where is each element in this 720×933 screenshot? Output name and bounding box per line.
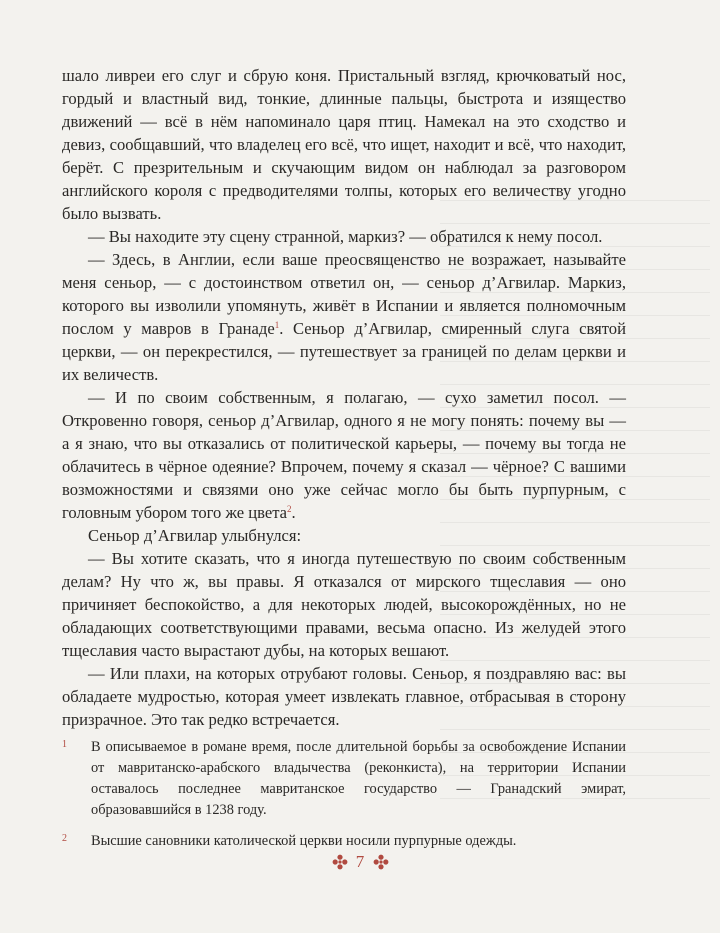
- fleuron-right-icon: [373, 854, 389, 870]
- paragraph: — Вы находите эту сцену странной, маркиз? — обратился к нему посол.: [88, 227, 603, 246]
- footnote: [62, 831, 626, 852]
- paragraph: — Или плахи, на которых отрубают головы. Сеньор, я поздравляю вас: вы обладаете мудростью, которая умеет извлекать главное, отбрасывая в сторону призрачное. Это так редко встречается.: [62, 664, 626, 729]
- footnote-number: 2: [62, 833, 67, 844]
- footnote-number: 1: [62, 739, 67, 750]
- paragraph: Сеньор д’Агвилар улыбнулся:: [88, 526, 302, 545]
- footnote-reference[interactable]: 1: [274, 320, 280, 330]
- footnotes: [62, 737, 626, 862]
- page-number-block: [0, 852, 720, 872]
- fleuron-left-icon: [332, 854, 348, 870]
- footnote-text: Высшие сановники католической церкви носили пурпурные одежды.: [91, 833, 517, 849]
- paragraph: — Здесь, в Англии, если ваше преосвященство не возражает, называйте меня сеньор, — с достоинством ответил он, — сеньор д’Агвилар. Маркиз, которого вы изволили упомянуть, живёт в Испании и является полномочным послом у мавров в Гранаде$^1$. Сеньор д’Агвилар, смиренный слуга святой церкви, — он перекрестился, — путешествует за границей по делам церкви и их величеств.: [62, 250, 626, 384]
- page-number: 7: [355, 852, 365, 871]
- footnote-text: В описываемое в романе время, после длительной борьбы за освобождение Испании от мавританско-арабского владычества (реконкиста), на территории Испании оставалось последнее мавританское государство — Гранадский эмират, образовавшийся в 1238 году.: [91, 739, 626, 818]
- paragraph: — Вы хотите сказать, что я иногда путешествую по своим собственным делам? Ну что ж, вы правы. Я отказался от мирского тщеславия — оно причиняет беспокойство, а для некоторых людей, высокорождённых, но не обладающих соответствующими правами, весьма опасно. Из желудей этого тщеславия часто вырастают дубы, на которых вешают.: [62, 549, 626, 660]
- paragraph: шало ливреи его слуг и сбрую коня. Пристальный взгляд, крючковатый нос, гордый и властный вид, тонкие, длинные пальцы, быстрота и изящество движений — всё в нём напоминало царя птиц. Намекал на это сходство и девиз, сообщавший, что владелец его всё, что ищет, находит и всё, что находит, берёт. С презрительным и скучающим видом он наблюдал за разговором английского короля с предводителями толпы, которых его величеству угодно было вызвать.: [62, 66, 626, 223]
- paragraph: — И по своим собственным, я полагаю, — сухо заметил посол. — Откровенно говоря, сеньор д’Агвилар, одного я не могу понять: почему вы — а я знаю, что вы отказались от политической карьеры, — почему вы тогда не облачитесь в чёрное одеяние? Впрочем, почему я сказал — чёрное? С вашими возможностями и связями оно уже сейчас могло бы быть пурпурным, с головным убором того же цвета$^2$.: [62, 388, 626, 522]
- footnote-reference[interactable]: 2: [287, 504, 292, 514]
- footnote: [62, 737, 626, 821]
- main-text: [62, 64, 626, 731]
